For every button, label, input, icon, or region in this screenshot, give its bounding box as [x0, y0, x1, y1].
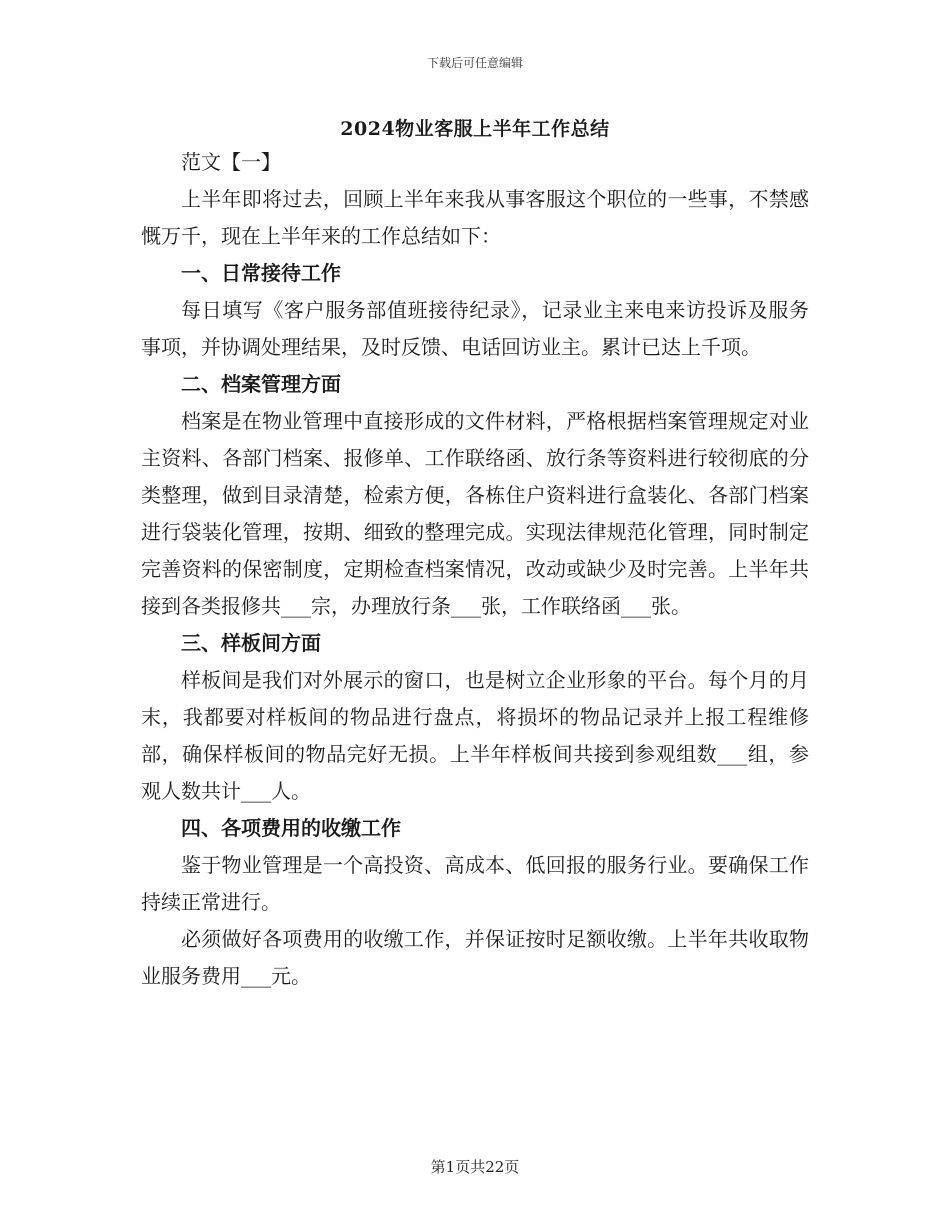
section-heading-3: 三、样板间方面: [181, 631, 321, 655]
document-body: [141, 144, 809, 995]
paragraph-fees-1: 鉴于物业管理是一个高投资、高成本、低回报的服务行业。要确保工作持续正常进行。: [141, 853, 809, 914]
paragraph-fees-2: 必须做好各项费用的收缴工作，并保证按时足额收缴。上半年共收取物业服务费用___元。: [141, 927, 809, 988]
header-note: 下载后可任意编辑: [426, 56, 523, 70]
page-number: 第1页共22页: [430, 1158, 520, 1176]
page-title: 2024物业客服上半年工作总结: [340, 118, 610, 140]
paragraph-archives: 档案是在物业管理中直接形成的文件材料，严格根据档案管理规定对业主资料、各部门档案、报修单、工作联络函、放行条等资料进行较彻底的分类整理，做到目录清楚，检索方便，各栋住户资料进行盒装化、各部门档案进行袋装化管理，按期、细致的整理完成。实现法律规范化管理，同时制定完善资料的保密制度，定期检查档案情况，改动或缺少及时完善。上半年共接到各类报修共___宗，办理放行条___张，工作联络函___张。: [141, 409, 809, 618]
paragraph-showroom: 样板间是我们对外展示的窗口，也是树立企业形象的平台。每个月的月末，我都要对样板间的物品进行盘点，将损坏的物品记录并上报工程维修部，确保样板间的物品完好无损。上半年样板间共接到参观组数___组，参观人数共计___人。: [141, 668, 809, 803]
section-heading-4: 四、各项费用的收缴工作: [181, 816, 401, 840]
section-label: 范文【一】: [181, 150, 281, 174]
section-heading-1: 一、日常接待工作: [181, 261, 341, 285]
section-heading-2: 二、档案管理方面: [181, 372, 341, 396]
intro-paragraph: 上半年即将过去，回顾上半年来我从事客服这个职位的一些事，不禁感慨万千，现在上半年来的工作总结如下：: [141, 187, 809, 248]
paragraph-reception: 每日填写《客户服务部值班接待纪录》，记录业主来电来访投诉及服务事项，并协调处理结果，及时反馈、电话回访业主。累计已达上千项。: [141, 298, 809, 359]
